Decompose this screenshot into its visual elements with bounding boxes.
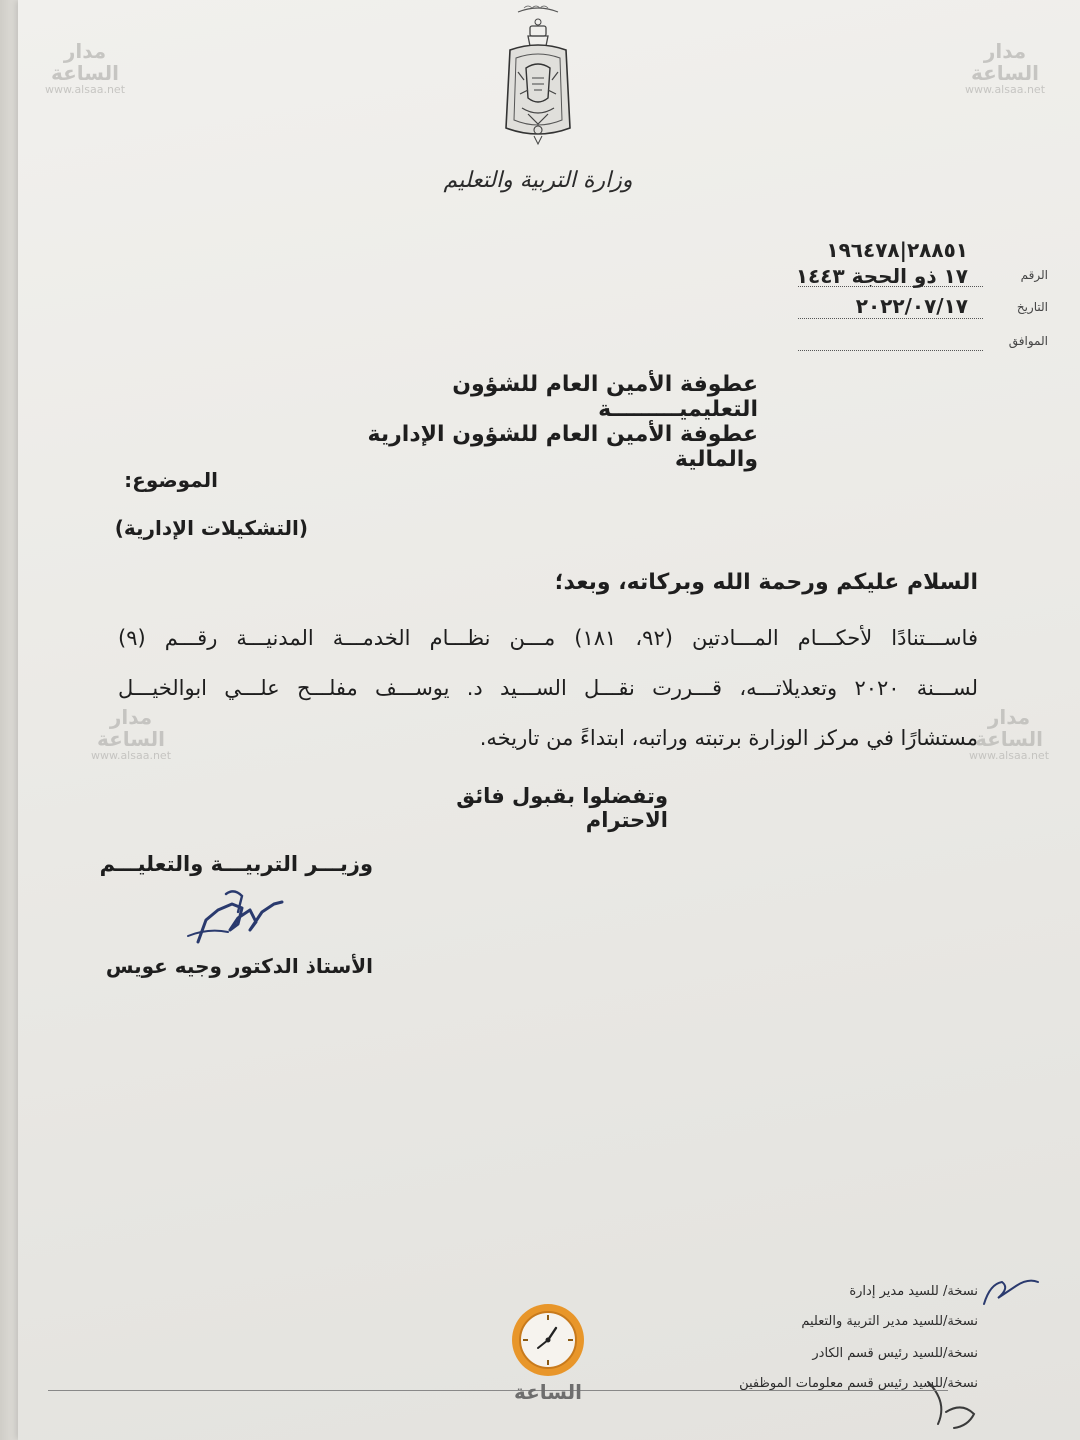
watermark-name: مدار الساعة	[974, 705, 1044, 751]
watermark-url: www.alsaa.net	[968, 749, 1050, 762]
clock-logo-icon	[510, 1302, 586, 1378]
watermark-name: مدار الساعة	[50, 39, 120, 85]
corresponding-line	[798, 350, 983, 351]
signatory-name: الأستاذ الدكتور وجيه عويس	[105, 954, 373, 978]
watermark-url: www.alsaa.net	[90, 749, 172, 762]
reference-number: ٢٨٨٥١|١٩٦٤٧٨	[826, 238, 968, 262]
signatory-title: وزيـــر التربيـــة والتعليـــم	[99, 852, 373, 876]
copy-line-4: نسخة/للسيد رئيس قسم معلومات الموظفين	[739, 1376, 978, 1391]
addressee-1: عطوفة الأمين العام للشؤون التعليميـــــــــة	[452, 372, 758, 422]
addressee-2: عطوفة الأمين العام للشؤون الإدارية والمالية	[367, 422, 758, 472]
date-line	[798, 318, 983, 319]
ministry-name: وزارة التربية والتعليم	[443, 168, 633, 193]
coat-of-arms-icon	[488, 2, 588, 152]
watermark-name: مدار الساعة	[970, 39, 1040, 85]
watermark-url: www.alsaa.net	[964, 83, 1046, 96]
page-edge	[0, 0, 18, 1440]
date-label: التاريخ	[1016, 300, 1048, 314]
subject-value: (التشكيلات الإدارية)	[114, 516, 308, 540]
footer-logo-text: الساعة	[513, 1380, 583, 1404]
watermark-top-left	[30, 40, 140, 96]
body-line-2: لســـنة ٢٠٢٠ وتعديلاتـــه، قـــررت نقـــل الســـيد د. يوســـف مفلـــح علـــي ابوالخيـــل	[118, 676, 978, 700]
copy-line-2: نسخة/للسيد مدير التربية والتعليم	[801, 1314, 978, 1329]
watermark-url: www.alsaa.net	[44, 83, 126, 96]
corresponding-label: الموافق	[1008, 334, 1048, 348]
letter-page	[18, 0, 1080, 1440]
greeting: السلام عليكم ورحمة الله وبركاته، وبعد؛	[554, 570, 978, 595]
watermark-middle-left	[76, 706, 186, 762]
watermark-name: مدار الساعة	[96, 705, 166, 751]
subject-label: الموضوع:	[124, 468, 218, 492]
page-scribble	[918, 1372, 988, 1436]
gregorian-date: ٢٠٢٢/٠٧/١٧	[855, 294, 968, 318]
hijri-date: ١٧ ذو الحجة ١٤٤٣	[795, 264, 968, 288]
closing: وتفضلوا بقبول فائق الاحترام	[456, 784, 668, 832]
handwritten-signature	[178, 880, 298, 950]
body-line-1: فاســـتنادًا لأحكـــام المـــادتين (٩٢، ١٨١) مـــن نظـــام الخدمـــة المدنيـــة رقـــم (٩)	[118, 626, 978, 650]
initials-mark	[976, 1264, 1046, 1314]
reference-number-label: الرقم	[1020, 268, 1048, 282]
copy-line-3: نسخة/للسيد رئيس قسم الكادر	[812, 1346, 978, 1361]
watermark-top-right	[950, 40, 1060, 96]
copy-line-1: نسخة/ للسيد مدير إدارة	[849, 1284, 978, 1299]
body-line-3: مستشارًا في مركز الوزارة برتبته وراتبه، ابتداءً من تاريخه.	[479, 726, 978, 750]
